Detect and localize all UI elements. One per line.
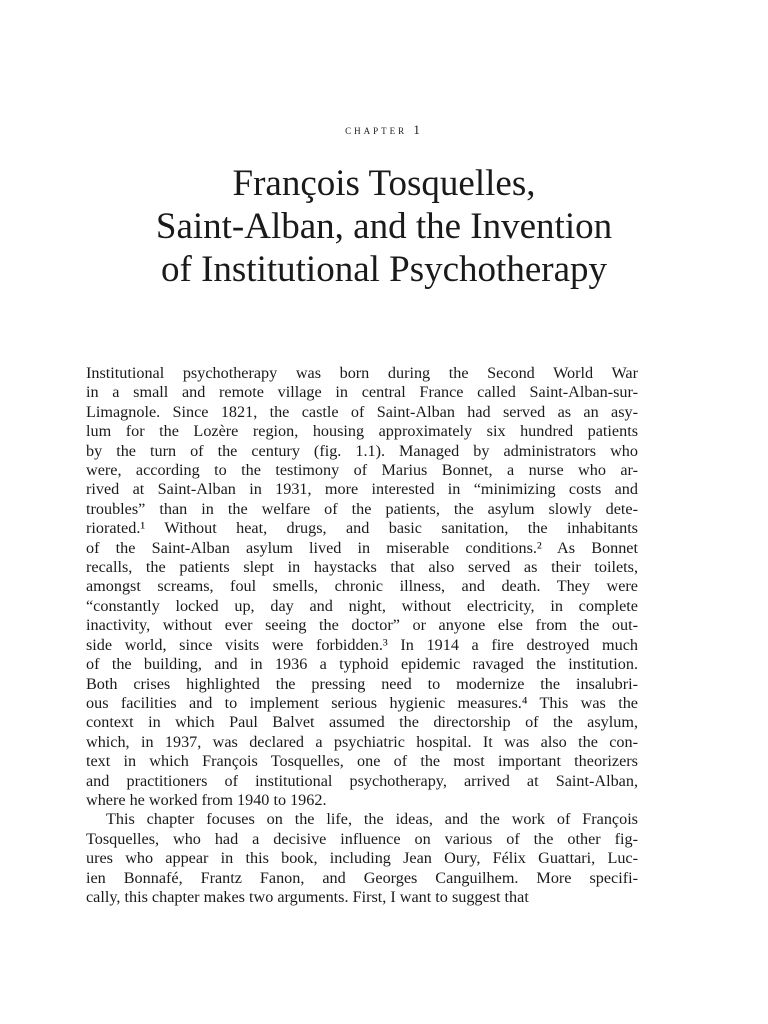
text-line: riorated.¹ Without heat, drugs, and basic sanitation, the inhabitants [86,519,638,538]
text-line: Tosquelles, who had a decisive influence on various of the other fig- [86,829,638,848]
text-line: where he worked from 1940 to 1962. [86,790,327,809]
text-line: of the Saint-Alban asylum lived in miserable conditions.² As Bonnet [86,538,638,557]
chapter-title-line: François Tosquelles, [232,163,536,204]
text-line: text in which François Tosquelles, one of the most important theorizers [86,752,638,771]
text-line: ien Bonnafé, Frantz Fanon, and Georges Canguilhem. More specifi- [86,868,638,887]
text-line: inactivity, without ever seeing the doctor” or anyone else from the out- [86,616,638,635]
text-line: ous facilities and to implement serious hygienic measures.⁴ This was the [86,693,638,712]
text-line: recalls, the patients slept in haystacks that also served as their toilets, [86,558,638,577]
text-line: amongst screams, foul smells, chronic illness, and death. They were [86,577,638,596]
text-line: and practitioners of institutional psychotherapy, arrived at Saint-Alban, [86,771,638,790]
text-line: cally, this chapter makes two arguments. First, I want to suggest that [86,887,529,906]
text-line: of the building, and in 1936 a typhoid epidemic ravaged the institution. [86,655,638,674]
chapter-title [0,162,768,291]
chapter-label: chapter 1 [345,122,423,137]
text-line: Institutional psychotherapy was born during the Second World War [86,364,638,382]
text-line: were, according to the testimony of Marius Bonnet, a nurse who ar- [86,461,638,480]
chapter-title-line: Saint-Alban, and the Invention [155,206,613,247]
text-line: by the turn of the century (fig. 1.1). Managed by administrators who [86,441,638,460]
text-line: ures who appear in this book, including Jean Oury, Félix Guattari, Luc- [86,849,638,868]
text-line: Limagnole. Since 1821, the castle of Saint-Alban had served as an asy- [86,402,638,421]
text-line: which, in 1937, was declared a psychiatric hospital. It was also the con- [86,732,638,751]
text-line: context in which Paul Balvet assumed the directorship of the asylum, [86,713,638,732]
text-line: troubles” than in the welfare of the patients, the asylum slowly dete- [86,499,638,518]
body-text [86,364,638,907]
text-line: lum for the Lozère region, housing approximately six hundred patients [86,422,638,441]
text-line: “constantly locked up, day and night, without electricity, in complete [86,596,638,615]
text-line: side world, since visits were forbidden.³ In 1914 a fire destroyed much [86,635,638,654]
paragraph [86,810,638,907]
chapter-title-line: of Institutional Psychotherapy [161,249,607,290]
text-line: This chapter focuses on the life, the ideas, and the work of François [106,810,638,829]
text-line: rived at Saint-Alban in 1931, more interested in “minimizing costs and [86,480,638,499]
text-line: Both crises highlighted the pressing need to modernize the insalubri- [86,674,638,693]
text-line: in a small and remote village in central France called Saint-Alban-sur- [86,383,638,402]
paragraph [86,364,638,810]
